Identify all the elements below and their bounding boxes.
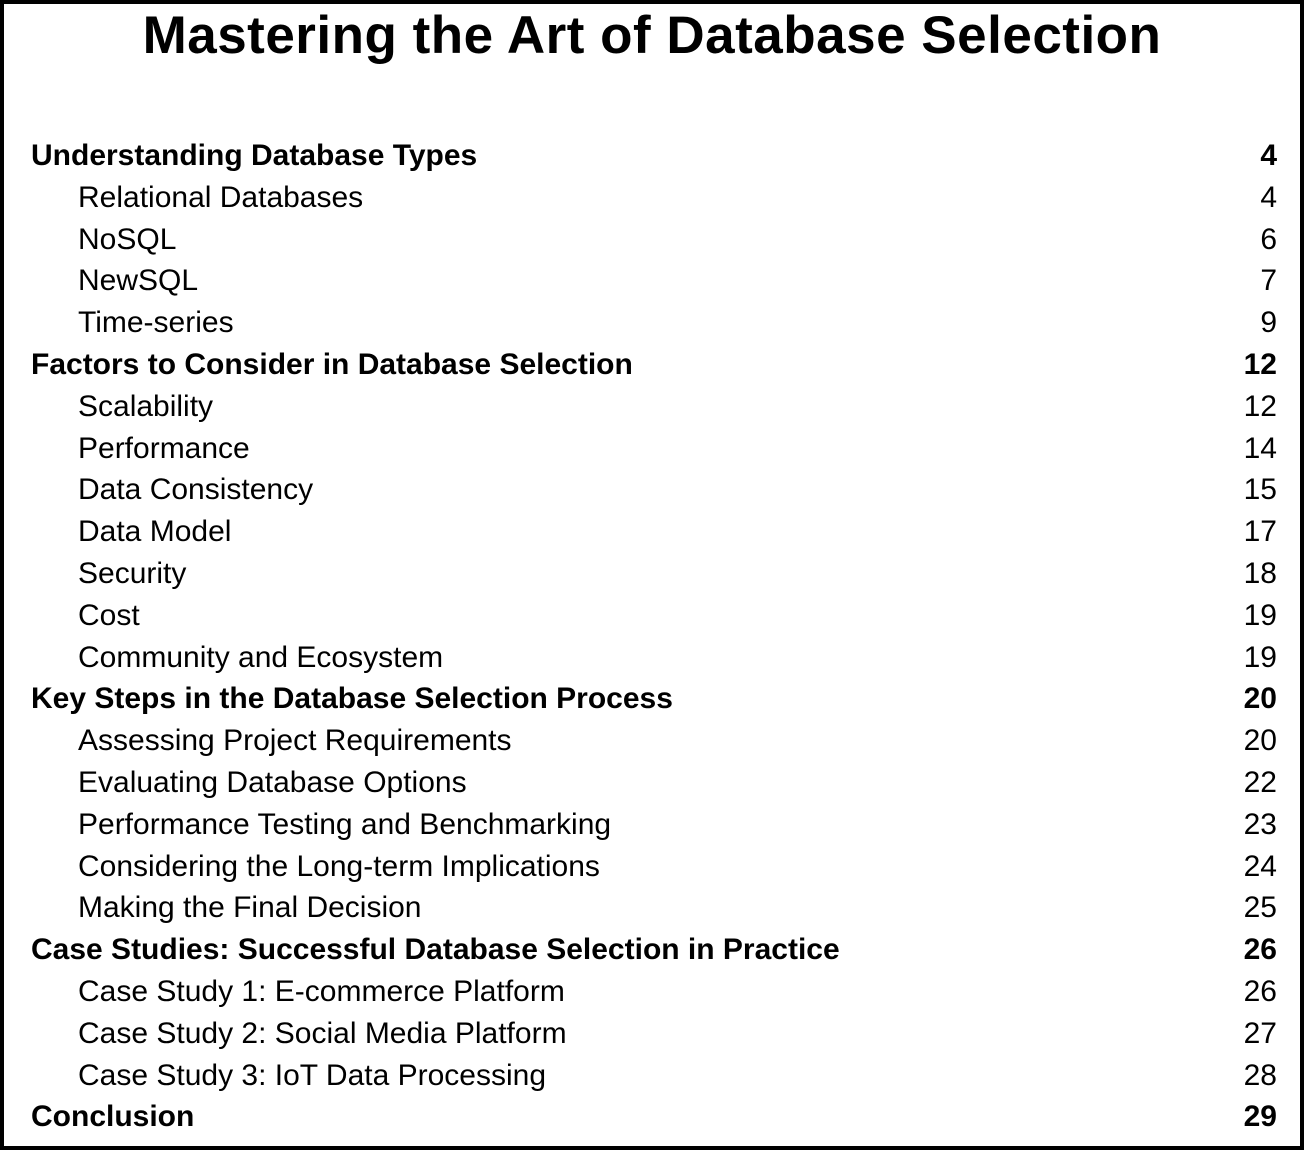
toc-entry-label: Factors to Consider in Database Selection xyxy=(31,347,633,381)
toc-entry[interactable] xyxy=(31,260,1277,302)
toc-entry-label: Assessing Project Requirements xyxy=(78,724,512,758)
toc-entry-label: Scalability xyxy=(78,389,214,423)
toc-entry-label: Understanding Database Types xyxy=(31,139,478,172)
toc-entry-page-number: 4 xyxy=(1260,139,1277,172)
toc-entry-page-number: 4 xyxy=(1260,180,1277,214)
toc-entry-page-number: 20 xyxy=(1243,682,1277,716)
toc-entry-label: NoSQL xyxy=(78,222,177,256)
toc-entry[interactable] xyxy=(31,971,1277,1013)
document-title: Mastering the Art of Database Selection xyxy=(142,6,1162,65)
toc-entry-page-number: 18 xyxy=(1243,556,1277,590)
toc-entry[interactable] xyxy=(31,135,1277,177)
toc-entry-page-number: 14 xyxy=(1243,431,1277,465)
toc-entry-page-number: 15 xyxy=(1243,473,1277,507)
toc-entry-label: NewSQL xyxy=(78,264,199,298)
toc-entry-label: Data Consistency xyxy=(78,473,314,507)
toc-entry[interactable] xyxy=(31,1096,1277,1138)
toc-entry[interactable] xyxy=(31,511,1277,553)
toc-entry-label: Case Study 1: E-commerce Platform xyxy=(78,974,565,1008)
toc-entry[interactable] xyxy=(31,428,1277,470)
toc-entry-page-number: 19 xyxy=(1243,598,1277,632)
toc-entry-label: Considering the Long-term Implications xyxy=(78,849,600,883)
toc-entry[interactable] xyxy=(31,762,1277,804)
toc-entry-page-number: 20 xyxy=(1243,724,1277,758)
table-of-contents xyxy=(31,135,1277,1138)
toc-entry[interactable] xyxy=(31,637,1277,679)
toc-entry-page-number: 25 xyxy=(1243,891,1277,925)
toc-entry[interactable] xyxy=(31,804,1277,846)
toc-entry-label: Performance xyxy=(78,431,250,465)
toc-entry[interactable] xyxy=(31,469,1277,511)
toc-entry[interactable] xyxy=(31,302,1277,344)
toc-entry-page-number: 26 xyxy=(1243,933,1277,967)
toc-entry-label: Case Study 2: Social Media Platform xyxy=(78,1016,567,1050)
toc-entry-page-number: 29 xyxy=(1243,1100,1277,1134)
toc-entry-page-number: 28 xyxy=(1243,1058,1277,1092)
toc-entry-label: Key Steps in the Database Selection Process xyxy=(31,682,673,716)
toc-entry-page-number: 9 xyxy=(1260,306,1277,340)
toc-entry-page-number: 12 xyxy=(1243,389,1277,423)
toc-entry-label: Community and Ecosystem xyxy=(78,640,444,674)
toc-entry-page-number: 12 xyxy=(1243,347,1277,381)
toc-entry-label: Evaluating Database Options xyxy=(78,765,467,799)
toc-entry-page-number: 17 xyxy=(1243,515,1277,549)
toc-entry-label: Security xyxy=(78,556,187,590)
toc-entry-page-number: 22 xyxy=(1243,765,1277,799)
toc-entry-page-number: 27 xyxy=(1243,1016,1277,1050)
toc-entry-label: Case Studies: Successful Database Selection in Practice xyxy=(31,933,840,967)
toc-entry[interactable] xyxy=(31,929,1277,971)
toc-entry-page-number: 7 xyxy=(1260,264,1277,298)
toc-entry-page-number: 23 xyxy=(1243,807,1277,841)
toc-entry-label: Relational Databases xyxy=(78,180,364,214)
toc-entry[interactable] xyxy=(31,177,1277,219)
toc-entry[interactable] xyxy=(31,1055,1277,1097)
toc-entry-page-number: 26 xyxy=(1243,974,1277,1008)
toc-entry[interactable] xyxy=(31,1013,1277,1055)
toc-entry-page-number: 6 xyxy=(1260,222,1277,256)
toc-entry-page-number: 19 xyxy=(1243,640,1277,674)
toc-entry[interactable] xyxy=(31,678,1277,720)
toc-entry-label: Conclusion xyxy=(31,1100,195,1134)
toc-entry-page-number: 24 xyxy=(1243,849,1277,883)
toc-entry[interactable] xyxy=(31,887,1277,929)
toc-entry[interactable] xyxy=(31,386,1277,428)
toc-entry-label: Performance Testing and Benchmarking xyxy=(78,807,612,841)
toc-entry[interactable] xyxy=(31,553,1277,595)
toc-entry-label: Case Study 3: IoT Data Processing xyxy=(78,1058,547,1092)
toc-entry[interactable] xyxy=(31,344,1277,386)
toc-entry[interactable] xyxy=(31,219,1277,261)
toc-entry-label: Making the Final Decision xyxy=(78,891,422,925)
toc-entry[interactable] xyxy=(31,595,1277,637)
toc-entry-label: Data Model xyxy=(78,515,232,549)
toc-entry[interactable] xyxy=(31,846,1277,888)
toc-entry-label: Cost xyxy=(78,598,140,632)
toc-entry-label: Time-series xyxy=(78,306,234,340)
toc-entry[interactable] xyxy=(31,720,1277,762)
